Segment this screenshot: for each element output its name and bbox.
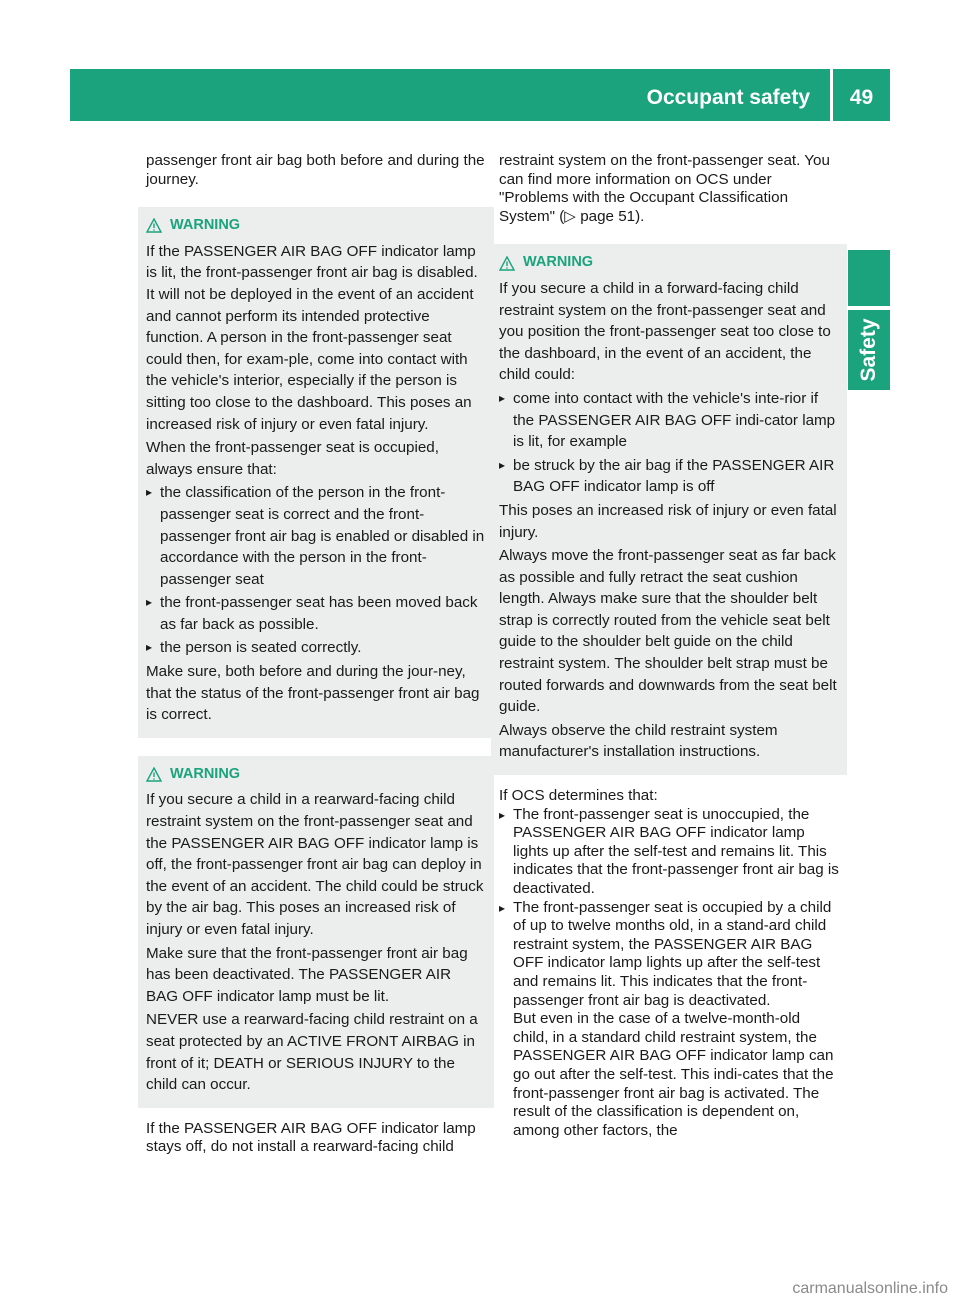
warning-1-para-1: If the PASSENGER AIR BAG OFF indicator lamp is lit, the front-passenger front air bag is disabled. It will not be deployed in the event of an accident and cannot perform its intended protective function. A person in the front-passenger seat could then, for exam-ple, come into contact with the vehicle's interior, especially if the person is sitting too close to the dashboard. This poses an increased risk of injury or even fatal injury. <box>146 242 478 433</box>
warning-1-para-2: When the front-passenger seat is occupied, always ensure that: <box>146 439 439 478</box>
warning-1-para-3: Make sure, both before and during the jour-ney, that the status of the front-passenger front air bag is correct. <box>146 663 480 724</box>
warning-box-1 <box>138 207 494 738</box>
ocs-intro: If OCS determines that: <box>499 787 658 805</box>
warning-heading <box>146 764 486 786</box>
warning-3-para-4: Always observe the child restraint system manufacturer's installation instructions. <box>499 721 778 761</box>
warning-heading-text: WARNING <box>170 765 241 782</box>
warning-1-bullet: ▸ the classification of the person in the front-passenger seat is correct and the front-passenger front air bag is enabled or disabled in accordance with the person in the front-passenger seat <box>146 482 486 590</box>
left-intro: passenger front air bag both before and during the journey. <box>146 152 485 188</box>
warning-2-para-2: Make sure that the front-passenger front air bag has been deactivated. The PASSENGER AIR BAG OFF indicator lamp must be lit. <box>146 944 468 1005</box>
page-title: Occupant safety <box>646 86 810 109</box>
warning-heading-text: WARNING <box>523 254 594 271</box>
warning-3-para-3: Always move the front-passenger seat as far back as possible and fully retract the seat cushion length. Always make sure that the shoulder belt strap is correctly routed from the vehicle seat belt guide to the shoulder belt guide on the child restraint system. The shoulder belt strap must be routed forwards and downwards from the seat belt guide. <box>499 547 837 716</box>
side-tab-label: Safety <box>857 318 880 382</box>
warning-triangle-icon <box>146 218 162 233</box>
warning-2-para-3: NEVER use a rearward-facing child restraint on a seat protected by an ACTIVE FRONT AIRBAG in front of it; DEATH or SERIOUS INJURY to the child can occur. <box>146 1011 478 1094</box>
warning-3-bullet: ▸ come into contact with the vehicle's inte-rior if the PASSENGER AIR BAG OFF indi-cator lamp is lit, for example <box>499 388 839 453</box>
page-number: 49 <box>849 86 874 109</box>
ocs-bullet: ▸ The front-passenger seat is occupied by a child of up to twelve months old, in a stand-ard child restraint system, the PASSENGER AIR BAG OFF indicator lamp lights up after the self-test and remains lit. This indicates that the front-passenger front air bag is deactivated. <box>499 899 839 1011</box>
header-bar <box>70 69 890 121</box>
side-tab-safety <box>848 310 890 390</box>
warning-1-bullet: ▸ the front-passenger seat has been moved back as far back as possible. <box>146 592 486 635</box>
warning-3-para-2: This poses an increased risk of injury or even fatal injury. <box>499 501 837 541</box>
warning-box-3 <box>491 244 847 775</box>
warning-3-para-1: If you secure a child in a forward-facing child restraint system on the front-passenger seat and you position the front-passenger seat too close to the dashboard, in the event of an accident, the child could: <box>499 279 831 384</box>
warning-2-para-1: If you secure a child in a rearward-facing child restraint system on the front-passenger seat and the PASSENGER AIR BAG OFF indicator lamp is off, the front-passenger front air bag can deploy in the event of an accident. The child could be struck by the air bag. This poses an increased risk of injury or even fatal injury. <box>146 791 484 938</box>
left-column <box>146 152 486 1157</box>
ocs-bullet: ▸ The front-passenger seat is unoccupied, the PASSENGER AIR BAG OFF indicator lamp lights up after the self-test and remains lit. This indicates that the front-passenger front air bag is deactivated. <box>499 806 839 899</box>
warning-heading <box>146 215 486 237</box>
warning-heading-text: WARNING <box>170 217 241 234</box>
warning-3-bullet: ▸ be struck by the air bag if the PASSENGER AIR BAG OFF indicator lamp is off <box>499 455 839 498</box>
right-column <box>499 152 839 1140</box>
warning-triangle-icon <box>499 256 515 271</box>
right-intro: restraint system on the front-passenger seat. You can find more information on OCS under "Problems with the Occupant Classification System" (▷ page 51). <box>499 152 830 225</box>
warning-box-2 <box>138 756 494 1108</box>
side-marker <box>848 250 890 306</box>
warning-heading <box>499 252 839 274</box>
watermark: carmanualsonline.info <box>792 1280 948 1297</box>
left-outro: If the PASSENGER AIR BAG OFF indicator lamp stays off, do not install a rearward-facing child <box>146 1119 476 1156</box>
ocs-bullet-continuation: But even in the case of a twelve-month-old child, in a standard child restraint system, the PASSENGER AIR BAG OFF indicator lamp can go out after the self-test. This indi-cates that the front-passenger front air bag is activated. The result of the classification is dependent on, among other factors, the <box>513 1010 834 1139</box>
warning-triangle-icon <box>146 767 162 782</box>
warning-1-bullet: ▸ the person is seated correctly. <box>146 637 486 659</box>
